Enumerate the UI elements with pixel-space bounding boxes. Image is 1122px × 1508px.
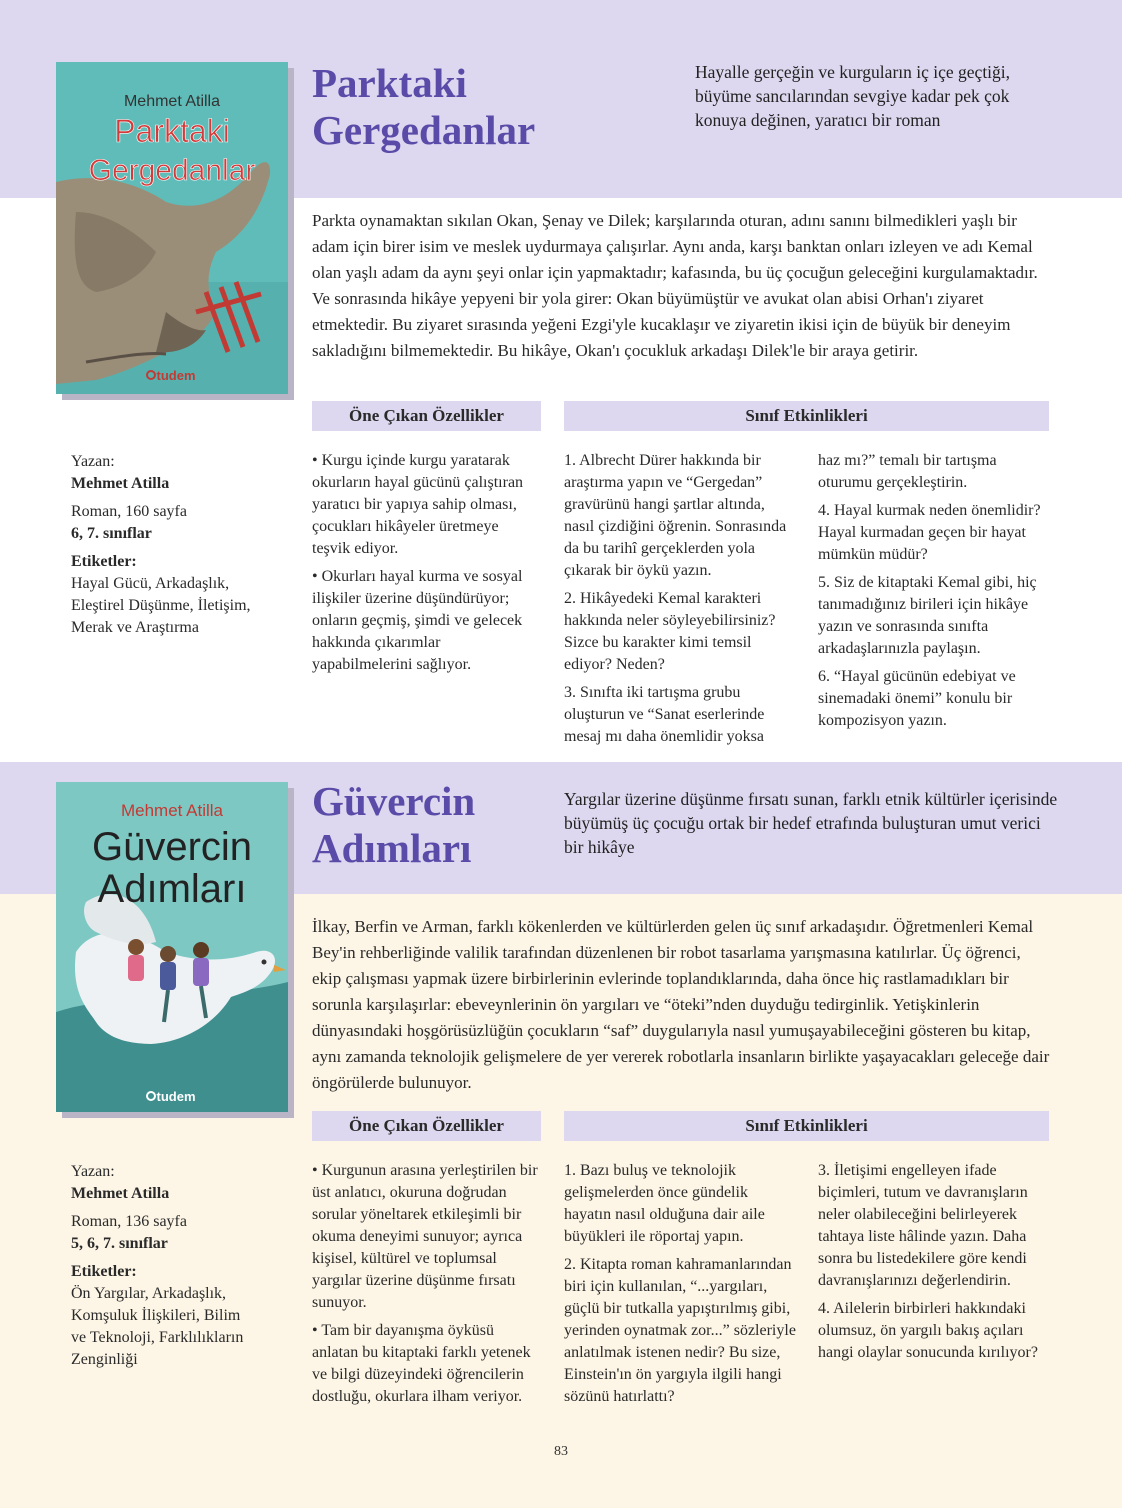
book1-title-line2: Gergedanlar <box>312 107 536 153</box>
book2-feature-item: • Tam bir dayanışma öyküsü anlatan bu kitaptaki farklı yetenek ve bilgi düzeyindeki öğrencilerin dostluğu, okurlara ilham veriyor. <box>312 1322 531 1405</box>
page-number: 83 <box>554 1444 568 1459</box>
book2-cover-author: Mehmet Atilla <box>120 801 224 820</box>
book1-title <box>312 60 672 154</box>
book2-title-line2: Adımları <box>312 825 472 871</box>
book1-activities-column-2 <box>818 450 1050 738</box>
book1-title-line1: Parktaki <box>312 60 467 106</box>
book2-title <box>312 778 552 872</box>
book1-activities-column-1 <box>564 450 796 754</box>
book2-features-column <box>312 1160 540 1414</box>
book1-format: Roman, 160 sayfa <box>71 503 187 520</box>
book1-feature-item: • Okurları hayal kurma ve sosyal ilişkiler üzerine düşündürüyor; onların geçmiş, şimdi ve gelecek hakkında çıkarımlar yapabilmelerini sağlıyor. <box>312 568 523 673</box>
book1-activity-item: 4. Hayal kurmak neden önemlidir? Hayal kurmadan geçen bir hayat mümkün müdür? <box>818 502 1041 563</box>
book2-activity-item: 3. İletişimi engelleyen ifade biçimleri, tutum ve davranışların neler olabileceğini belirleyerek tahtaya liste hâlinde yazın. Daha sonra bu listedekilere göre kendi davranışlarınızı değerlendirin. <box>818 1162 1028 1289</box>
book1-meta <box>71 451 271 639</box>
book1-cover-title-line1: Parktaki <box>114 113 230 149</box>
book2-author: Mehmet Atilla <box>71 1185 170 1202</box>
book2-cover-title-line2: Adımları <box>97 867 247 911</box>
book1-activity-item: haz mı?” temalı bir tartışma oturumu gerçekleştirin. <box>818 452 997 491</box>
book2-summary: İlkay, Berfin ve Arman, farklı kökenlerden ve kültürlerden gelen üç sınıf arkadaşıdır. Öğretmenleri Kemal Bey'in rehberliğinde valilik tarafından düzenlenen bir robot tasarlama yarışmasına katılırlar. Üç öğrenci, ekip çalışması yapmak üzere birbirlerinin evlerinde toplandıklarında, daha önce hiç rastlamadıkları bir sorunla karşılaşırlar: ebeveynlerinin ön yargıları ve “öteki”nden duyduğu tedirginlik. Yetişkinlerin dünyasındaki hoşgörüsüzlüğün çocukların “saf” duygularıyla nasıl yumuşayabileceğini gösteren bu kitap, aynı zamanda teknolojik gelişmelere de yer vererek robotlarla insanların birlikte yaşayacakları geleceğe dair öngörülerde bulunuyor. <box>312 917 1050 1092</box>
book1-features-header: Öne Çıkan Özellikler <box>312 401 541 431</box>
book2-activities-column-1 <box>564 1160 796 1414</box>
book2-tagline: Yargılar üzerine düşünme fırsatı sunan, farklı etnik kültürler içerisinde büyümüş üç çocuğu ortak bir hedef etrafında buluşturan umut verici bir hikâye <box>564 789 1058 857</box>
book2-author-label: Yazan: <box>71 1163 115 1180</box>
book2-tags: Ön Yargılar, Arkadaşlık, Komşuluk İlişkileri, Bilim ve Teknoloji, Farklılıkların Zenginliği <box>71 1285 244 1368</box>
book1-tags-label: Etiketler: <box>71 553 137 570</box>
book1-cover-title-line2: Gergedanlar <box>88 154 256 187</box>
book2-activity-item: 4. Ailelerin birbirleri hakkındaki olumsuz, ön yargılı bakış açıları hangi olaylar sonucunda kırılıyor? <box>818 1300 1038 1361</box>
book1-feature-item: • Kurgu içinde kurgu yaratarak okurların hayal gücünü çalıştıran yaratıcı bir yapıya sahip olması, çocukları hikâyeler üretmeye teşvik ediyor. <box>312 452 524 557</box>
book2-tags-label: Etiketler: <box>71 1263 137 1280</box>
book1-author-label: Yazan: <box>71 453 115 470</box>
book2-activity-item: 1. Bazı buluş ve teknolojik gelişmelerden önce gündelik hayatın nasıl olduğuna dair aile büyükleri ile röportaj yapın. <box>564 1162 765 1245</box>
book2-cover-title-line1: Güvercin <box>91 825 253 869</box>
book2-cover-image <box>56 782 288 1112</box>
book1-cover-publisher: tudem <box>156 368 196 383</box>
book2-feature-item: • Kurgunun arasına yerleştirilen bir üst anlatıcı, okuruna doğrudan sorular yöneltarek etkileşimli bir okuma deneyimi sunuyor; ayrıca kişisel, kültürel ve toplumsal yargılar üzerine düşünme fırsatı sunuyor. <box>312 1162 538 1311</box>
book1-tagline: Hayalle gerçeğin ve kurguların iç içe geçtiği, büyüme sancılarından sevgiye kadar pek çok konuya değinen, yaratıcı bir roman <box>695 62 1011 130</box>
book1-activities-header: Sınıf Etkinlikleri <box>564 401 1049 431</box>
book1-activity-item: 1. Albrecht Dürer hakkında bir araştırma yapın ve “Gergedan” gravürünü hangi şartlar altında, nasıl çizdiğini öğrenin. Sonrasında da bu tarihî gerçeklerden yola çıkarak bir öykü yazın. <box>564 452 787 579</box>
book2-format: Roman, 136 sayfa <box>71 1213 187 1230</box>
book1-activity-item: 5. Siz de kitaptaki Kemal gibi, hiç tanımadığınız birileri için hikâye yazın ve sonrasında sınıfta arkadaşlarınızla paylaşın. <box>818 574 1037 657</box>
book1-activity-item: 2. Hikâyedeki Kemal karakteri hakkında neler söyleyebilirsiniz? Sizce bu karakter kimi temsil ediyor? Neden? <box>564 590 776 673</box>
book2-grades: 5, 6, 7. sınıflar <box>71 1235 168 1252</box>
book2-title-line1: Güvercin <box>312 778 476 824</box>
book2-cover-publisher: tudem <box>156 1089 196 1104</box>
book2-activities-header: Sınıf Etkinlikleri <box>564 1111 1049 1141</box>
book1-summary: Parkta oynamaktan sıkılan Okan, Şenay ve Dilek; karşılarında oturan, adını sanını bilmedikleri yaşlı bir adam için birer isim ve meslek uydurmaya çalışırlar. Aynı anda, karşı banktan onları izleyen ve adı Kemal olan yaşlı adam da aynı şeyi onlar için yapmaktadır; kafasında, bu üç çocuğun geleceğini kurgulamaktadır. Ve sonrasında hikâye yepyeni bir yola girer: Okan büyümüştür ve avukat olan abisi Orhan'ı ziyaret etmektedir. Bu ziyaret sırasında yeğeni Ezgi'yle kucaklaşır ve ziyaretin ikisi için de büyük bir deneyim sakladığını bilmemektedir. Bu hikâye, Okan'ı çocukluk arkadaşı Dilek'le bir araya getirir. <box>312 211 1038 360</box>
book2-activities-column-2 <box>818 1160 1050 1370</box>
book2-features-header: Öne Çıkan Özellikler <box>312 1111 541 1141</box>
book1-activity-item: 6. “Hayal gücünün edebiyat ve sinemadaki önemi” konulu bir kompozisyon yazın. <box>818 668 1016 729</box>
book1-features-column <box>312 450 540 682</box>
book1-cover-image <box>56 62 288 394</box>
book1-activity-item: 3. Sınıfta iki tartışma grubu oluşturun ve “Sanat eserlerinde mesaj mı daha önemlidir yoksa <box>564 684 765 745</box>
book2-activity-item: 2. Kitapta roman kahramanlarından biri için kullanılan, “...yargıları, güçlü bir tutkalla yapıştırılmış gibi, yerinden oynatmak zor...” sözleriyle anlatılmak istenen nedir? Bu size, Einstein'ın ön yargıyla ilgili hangi sözünü hatırlattı? <box>564 1256 796 1405</box>
book1-author: Mehmet Atilla <box>71 475 170 492</box>
book1-tags: Hayal Gücü, Arkadaşlık, Eleştirel Düşünme, İletişim, Merak ve Araştırma <box>71 575 251 636</box>
book2-meta <box>71 1161 271 1371</box>
book1-cover-author: Mehmet Atilla <box>123 93 221 110</box>
book1-grades: 6, 7. sınıflar <box>71 525 152 542</box>
